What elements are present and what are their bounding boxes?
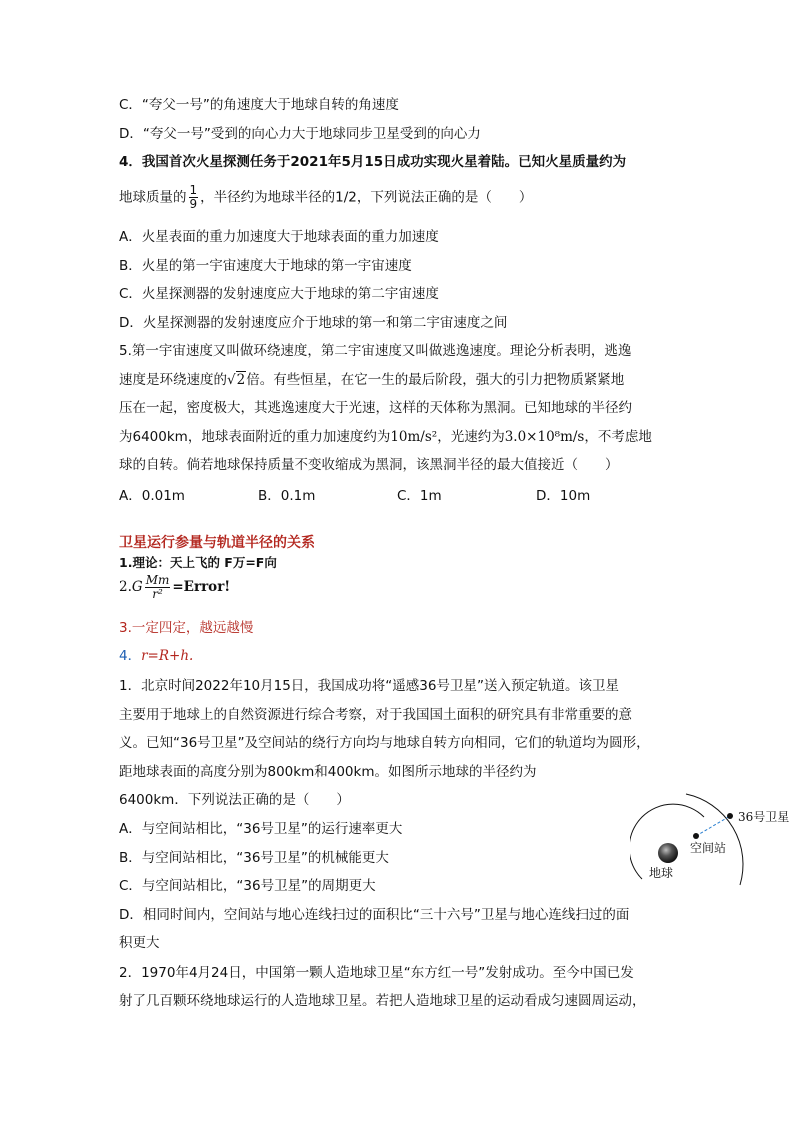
fraction-denominator: 9 (189, 197, 198, 211)
satellite-orbit (686, 794, 743, 885)
q5-option-b: B．0.1m (258, 488, 316, 504)
section-rule3: 3.一定四定，越远越慢 (119, 620, 254, 636)
p1-stem-line1: 1．北京时间2022年10月15日，我国成功将“遥感36号卫星”送入预定轨道。该卫星 (119, 678, 619, 694)
q4-stem-text-post: ，半径约为地球半径的1/2，下列说法正确的是（ ） (200, 189, 533, 206)
fraction-numerator: 1 (189, 183, 198, 197)
q4-stem-line1: 4．我国首次火星探测任务于2021年5月15日成功实现火星着陆。已知火星质量约为 (119, 154, 627, 170)
q5-text-post: 倍。有些恒星，在它一生的最后阶段，强大的引力把物质紧紧地 (246, 372, 625, 388)
q5-text: ，不考虑地 (584, 429, 652, 445)
fraction-one-ninth (189, 184, 199, 211)
q4-option-c: C．火星探测器的发射速度应大于地球的第二宇宙速度 (119, 286, 439, 302)
gravity-value: 10m/s² (390, 429, 438, 445)
q5-stem-line4 (119, 427, 652, 447)
label-satellite: 36号卫星 (738, 810, 790, 824)
label-earth: 地球 (649, 866, 674, 880)
q5-stem-line1: 5.第一宇宙速度又叫做环绕速度，第二宇宙速度又叫做逃逸速度。理论分析表明，逃逸 (119, 343, 632, 359)
p1-stem-line2: 主要用于地球上的自然资源进行综合考察，对于我国国土面积的研究具有非常重要的意 (119, 707, 632, 723)
q3-option-c: C．“夸父一号”的角速度大于地球自转的角速度 (119, 97, 399, 113)
orbit-diagram (630, 775, 794, 890)
q5-stem-line3: 压在一起，密度极大，其逃逸速度大于光速，这样的天体称为黑洞。已知地球的半径约 (119, 400, 632, 416)
p1-option-d-line1: D．相同时间内，空间站与地心连线扫过的面积比“三十六号”卫星与地心连线扫过的面 (119, 907, 630, 923)
q5-option-d: D．10m (536, 488, 591, 504)
p1-option-d-line2: 积更大 (119, 935, 160, 951)
q4-option-a: A．火星表面的重力加速度大于地球表面的重力加速度 (119, 229, 439, 245)
rule4-equation: r=R+h. (141, 648, 194, 664)
p1-option-b: B．与空间站相比，“36号卫星”的机械能更大 (119, 850, 389, 866)
radial-dashed-line (696, 816, 730, 836)
q5-text: 速度是环绕速度的 (119, 372, 227, 388)
rule4-prefix: 4． (119, 648, 142, 664)
section-equation (119, 574, 230, 601)
section-theory: 1.理论：天上飞的 F万=F向 (119, 555, 277, 570)
q5-stem-line2 (119, 370, 624, 390)
q5-option-c: C．1m (397, 488, 442, 504)
q4-option-b: B．火星的第一宇宙速度大于地球的第一宇宙速度 (119, 258, 412, 274)
eq-rhs: =Error! (172, 579, 231, 595)
p2-stem-line1: 2．1970年4月24日，中国第一颗人造地球卫星“东方红一号”发射成功。至今中国已发 (119, 965, 634, 981)
q4-stem-text: 地球质量的 (119, 189, 187, 206)
eq-prefix: 2. (119, 579, 132, 595)
light-speed-value: 3.0×10⁸m/s (504, 429, 585, 445)
section-rule4 (119, 646, 193, 666)
sqrt-symbol: √ (227, 372, 236, 388)
p1-stem-line3: 义。已知“36号卫星”及空间站的绕行方向均与地球自转方向相同，它们的轨道均为圆形， (119, 735, 650, 751)
p1-option-c: C．与空间站相比，“36号卫星”的周期更大 (119, 878, 376, 894)
q5-option-a: A．0.01m (119, 488, 185, 504)
eq-g: G (131, 579, 143, 595)
q5-stem-line5: 球的自转。倘若地球保持质量不变收缩成为黑洞，该黑洞半径的最大值接近（ ） (119, 457, 619, 473)
satellite-dot (727, 813, 733, 819)
space-station-dot (693, 833, 699, 839)
q4-option-d: D．火星探测器的发射速度应介于地球的第一和第二宇宙速度之间 (119, 315, 508, 331)
earth-icon (658, 843, 678, 863)
eq-denominator: r² (152, 587, 163, 601)
label-space-station: 空间站 (690, 841, 727, 855)
eq-fraction (145, 574, 171, 601)
q5-text: 为6400km，地球表面附近的重力加速度约为 (119, 429, 391, 445)
p1-option-a: A．与空间站相比，“36号卫星”的运行速率更大 (119, 821, 403, 837)
p1-stem-line4: 距地球表面的高度分别为800km和400km。如图所示地球的半径约为 (119, 764, 537, 780)
sqrt-two (227, 370, 246, 390)
p1-stem-line5: 6400km．下列说法正确的是（ ） (119, 792, 350, 808)
section-title: 卫星运行参量与轨道半径的关系 (119, 535, 315, 551)
q5-text: ，光速约为 (437, 429, 505, 445)
p2-stem-line2: 射了几百颗环绕地球运行的人造地球卫星。若把人造地球卫星的运动看成匀速圆周运动， (119, 993, 646, 1009)
q3-option-d: D．“夸父一号”受到的向心力大于地球同步卫星受到的向心力 (119, 126, 481, 142)
eq-numerator: Mm (145, 573, 170, 587)
sqrt-radicand: 2 (236, 372, 246, 388)
q4-stem-line2 (119, 184, 532, 211)
